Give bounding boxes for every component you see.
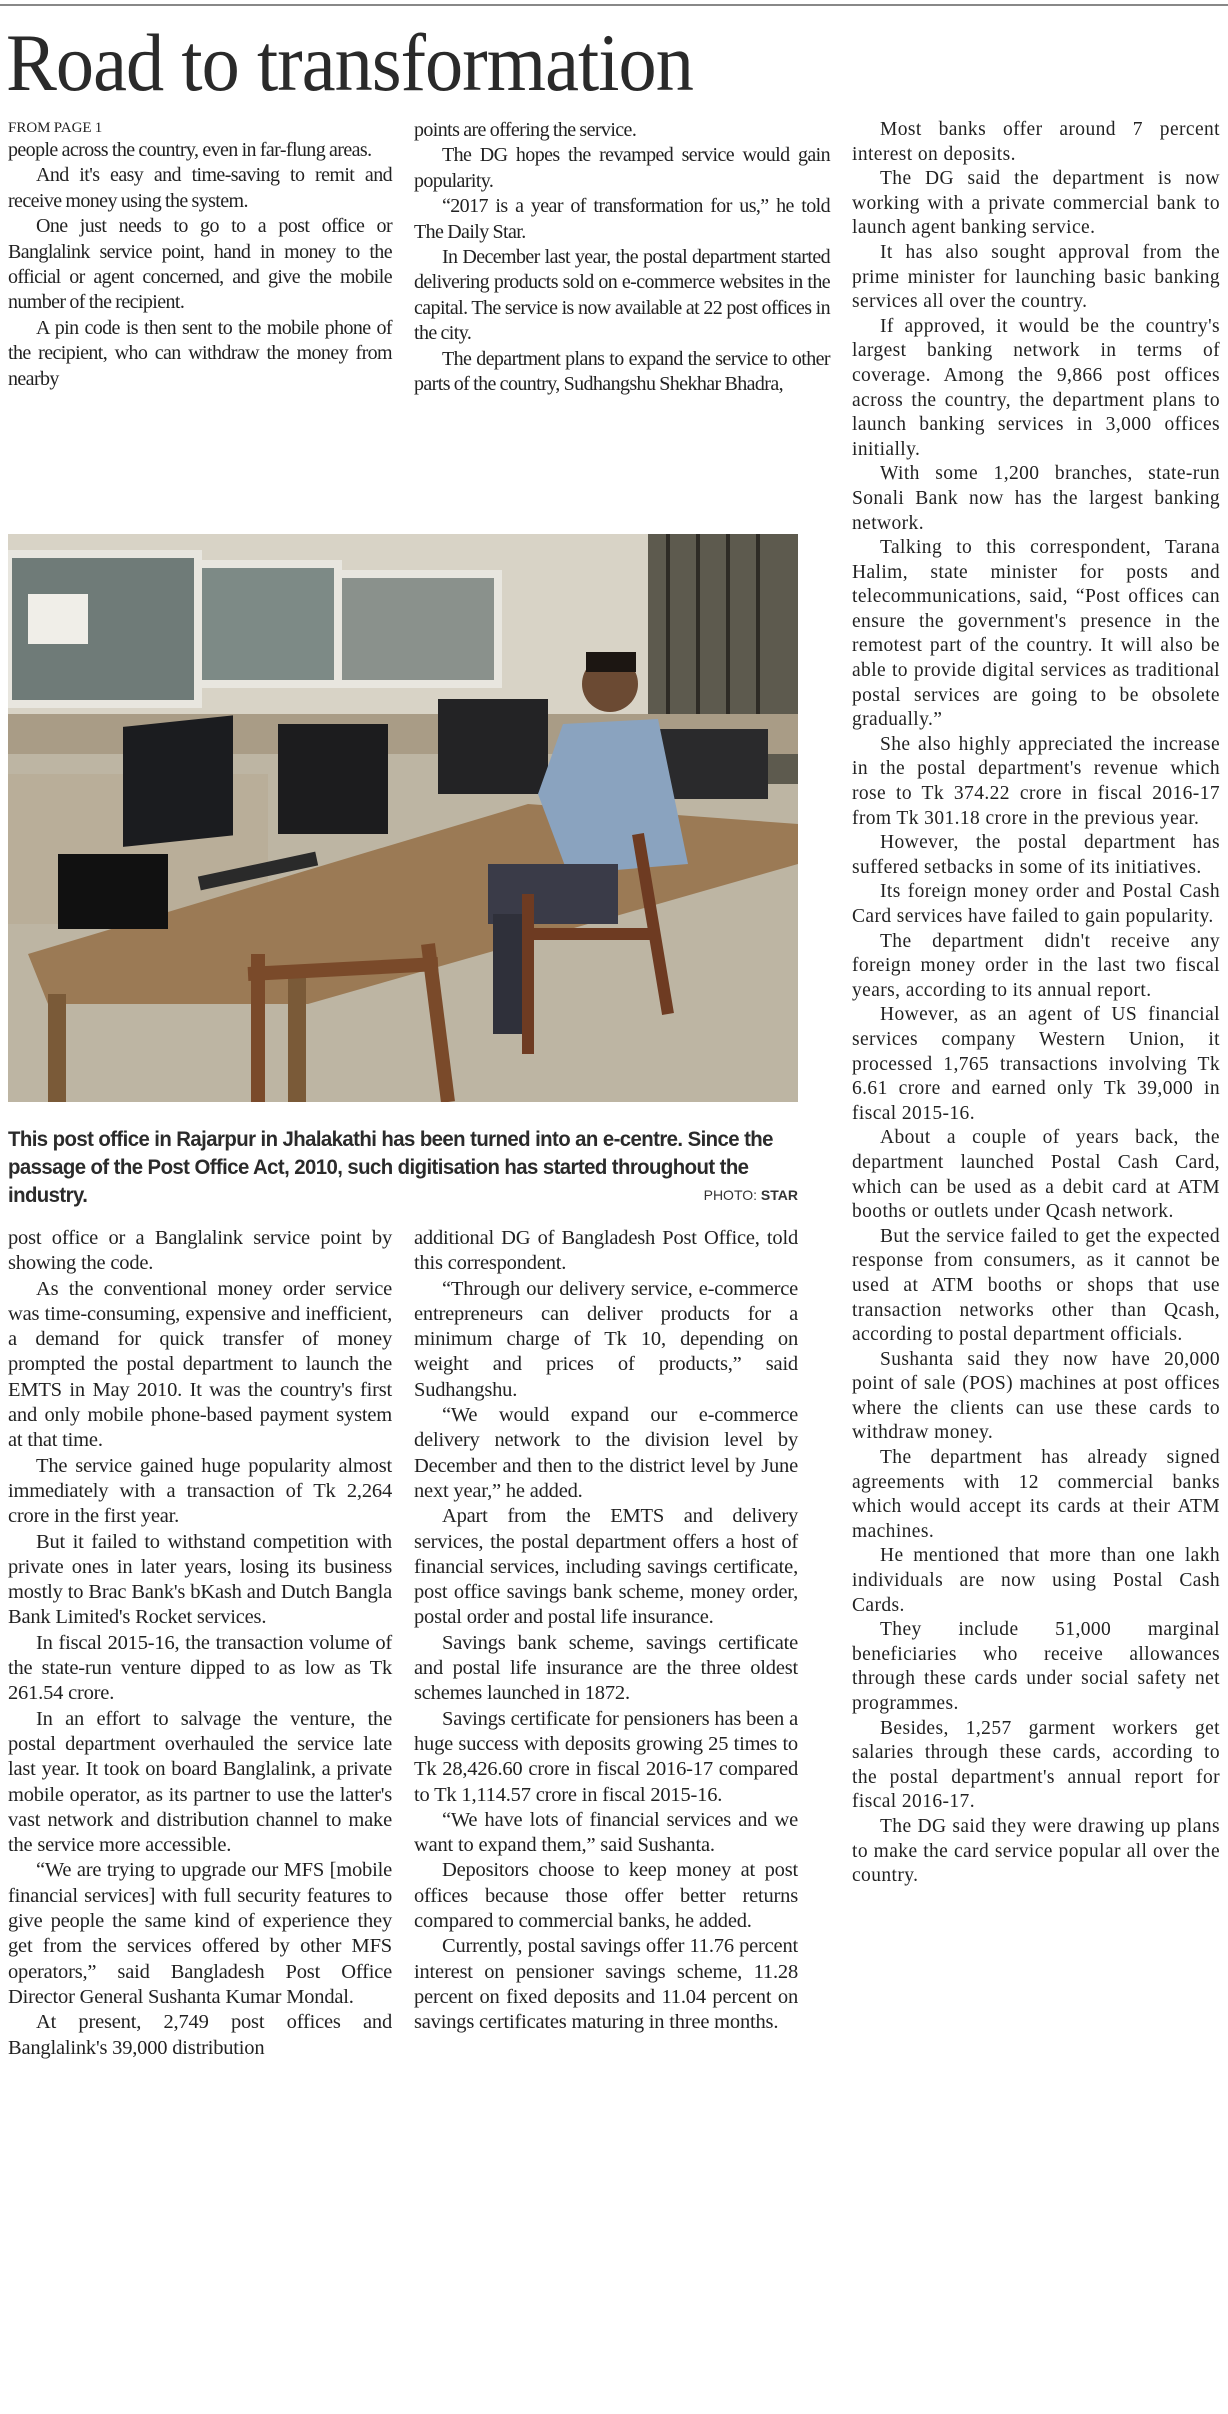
article-paragraph: If approved, it would be the country's largest banking network in terms of coverage. Among the 9,866 post offices across the country, the department plans to launch banking services in 3,000 offices initially.	[852, 315, 1220, 460]
article-paragraph: Most banks offer around 7 percent interest on deposits.	[852, 119, 1220, 165]
article-paragraph: However, the postal department has suffered setbacks in some of its initiatives.	[852, 832, 1220, 878]
article-paragraph: “We would expand our e-commerce delivery network to the division level by December and then to the district level by June next year,” he added.	[414, 1404, 798, 1502]
article-paragraph: The department plans to expand the service to other parts of the country, Sudhangshu Shekhar Bhadra,	[414, 347, 830, 396]
column-2-top	[414, 118, 830, 397]
article-paragraph: However, as an agent of US financial services company Western Union, it processed 1,765 transactions involving Tk 6.61 crore and earned only Tk 39,000 in fiscal 2015-16.	[852, 1004, 1220, 1124]
article-paragraph: Savings certificate for pensioners has been a huge success with deposits growing 25 times to Tk 28,426.60 crore in fiscal 2016-17 compared to Tk 1,114.57 crore in fiscal 2015-16.	[414, 1707, 798, 1806]
article-paragraph: The department has already signed agreements with 12 commercial banks which would accept its cards at their ATM machines.	[852, 1447, 1220, 1542]
headline: Road to transformation	[6, 17, 693, 108]
article-paragraph: In an effort to salvage the venture, the postal department overhauled the service late last year. It took on board Banglalink, a private mobile operator, as its partner to use the latter's vast network and distribution channel to make the service more accessible.	[8, 1707, 392, 1857]
article-paragraph: The DG said they were drawing up plans to make the card service popular all over the country.	[852, 1815, 1220, 1887]
article-paragraph: Depositors choose to keep money at post offices because those offer better returns compared to commercial banks, he added.	[414, 1859, 798, 1933]
article-paragraph: But it failed to withstand competition with private ones in later years, losing its business mostly to Brac Bank's bKash and Dutch Bangla Bank Limited's Rocket services.	[8, 1530, 392, 1629]
article-paragraph: Talking to this correspondent, Tarana Halim, state minister for posts and telecommunications, said, “Post offices can ensure the government's presence in the remotest part of the country. It will also be able to provide digital services as traditional postal services are going to be obsolete gradually.”	[852, 537, 1220, 731]
article-paragraph: In fiscal 2015-16, the transaction volume of the state-run venture dipped to as low as Tk 261.54 crore.	[8, 1631, 392, 1705]
article-paragraph: A pin code is then sent to the mobile phone of the recipient, who can withdraw the money from nearby	[8, 316, 392, 390]
article-paragraph: “2017 is a year of transformation for us,” he told The Daily Star.	[414, 195, 830, 243]
photo-credit	[704, 1187, 798, 1203]
article-paragraph: “Through our delivery service, e-commerce entrepreneurs can deliver products for a minimum charge of Tk 10, depending on weight and prices of products,” said Sudhangshu.	[414, 1277, 798, 1401]
article-paragraph: Besides, 1,257 garment workers get salaries through these cards, according to the postal department's annual report for fiscal 2016-17.	[852, 1717, 1220, 1813]
column-1-top	[8, 118, 392, 392]
article-paragraph: The department didn't receive any foreign money order in the last two fiscal years, according to its annual report.	[852, 930, 1220, 1001]
article-paragraph: The DG hopes the revamped service would gain popularity.	[414, 144, 830, 192]
article-paragraph: people across the country, even in far-flung areas.	[8, 139, 372, 161]
article-paragraph: In December last year, the postal department started delivering products sold on e-commerce websites in the capital. The service is now available at 22 post offices in the city.	[414, 246, 830, 345]
article-paragraph: Sushanta said they now have 20,000 point of sale (POS) machines at post offices where the clients can use these cards to withdraw money.	[852, 1348, 1220, 1444]
article-paragraph: He mentioned that more than one lakh individuals are now using Postal Cash Cards.	[852, 1545, 1220, 1616]
article-paragraph: With some 1,200 branches, state-run Sonali Bank now has the largest banking network.	[852, 463, 1220, 534]
article-paragraph: “We are trying to upgrade our MFS [mobile financial services] with full security features to give people the same kind of experience they get from the services offered by other MFS operators,” said Bangladesh Post Office Director General Sushanta Kumar Mondal.	[8, 1859, 392, 2008]
article-paragraph: One just needs to go to a post office or Banglalink service point, hand in money to the official or agent concerned, and give the mobile number of the recipient.	[8, 215, 392, 314]
article-paragraph: And it's easy and time-saving to remit and receive money using the system.	[8, 164, 392, 212]
article-paragraph: “We have lots of financial services and we want to expand them,” said Sushanta.	[414, 1808, 798, 1857]
article-paragraph: Apart from the EMTS and delivery services, the postal department offers a host of financial services, including savings certificate, post office savings bank scheme, money order, postal order and postal life insurance.	[414, 1505, 798, 1629]
article-paragraph: Savings bank scheme, savings certificate and postal life insurance are the three oldest schemes launched in 1872.	[414, 1631, 798, 1705]
article-paragraph: About a couple of years back, the department launched Postal Cash Card, which can be used as a debit card at ATM booths or outlets under Qcash network.	[852, 1127, 1220, 1223]
post-office-photo	[8, 534, 798, 1102]
from-page-kicker: FROM PAGE 1	[8, 120, 103, 136]
article-paragraph: The DG said the department is now working with a private commercial bank to launch agent banking service.	[852, 168, 1220, 239]
article-paragraph: It has also sought approval from the prime minister for launching basic banking services all over the country.	[852, 241, 1220, 313]
photo-credit-prefix: PHOTO:	[703, 1187, 758, 1203]
article-paragraph: Its foreign money order and Postal Cash Card services have failed to gain popularity.	[852, 881, 1220, 927]
photo-caption: This post office in Rajarpur in Jhalakathi has been turned into an e-centre. Since the passage of the Post Office Act, 2010, such digitisation has started throughout the industry.	[8, 1128, 773, 1207]
article-paragraph: At present, 2,749 post offices and Banglalink's 39,000 distribution	[8, 2011, 392, 2059]
article-paragraph: They include 51,000 marginal beneficiaries who receive allowances through these cards under social safety net programmes.	[852, 1619, 1220, 1714]
article-paragraph: Currently, postal savings offer 11.76 percent interest on pensioner savings scheme, 11.28 percent on fixed deposits and 11.04 percent on savings certificates maturing in three months.	[414, 1935, 798, 2034]
column-3	[852, 118, 1220, 1889]
article-paragraph: She also highly appreciated the increase in the postal department's revenue which rose to Tk 374.22 crore in fiscal 2016-17 from Tk 301.18 crore in the previous year.	[852, 733, 1220, 829]
photo-credit-source: STAR	[760, 1187, 798, 1203]
photo-illustration	[8, 534, 798, 1102]
article-paragraph: But the service failed to get the expected response from consumers, as it cannot be used at ATM booths or shops that use transaction networks other than Qcash, according to postal department officials.	[852, 1225, 1220, 1346]
column-1-bottom	[8, 1226, 392, 2061]
article-paragraph: additional DG of Bangladesh Post Office, told this correspondent.	[414, 1227, 798, 1275]
top-rule	[0, 4, 1228, 6]
column-2-bottom	[414, 1226, 798, 2036]
article-paragraph: post office or a Banglalink service point by showing the code.	[8, 1227, 392, 1275]
article-paragraph: The service gained huge popularity almost immediately with a transaction of Tk 2,264 crore in the first year.	[8, 1454, 392, 1528]
article-paragraph: As the conventional money order service was time-consuming, expensive and inefficient, a demand for quick transfer of money prompted the postal department to launch the EMTS in May 2010. It was the country's first and only mobile phone-based payment system at that time.	[8, 1277, 392, 1452]
article-paragraph: points are offering the service.	[414, 119, 637, 141]
